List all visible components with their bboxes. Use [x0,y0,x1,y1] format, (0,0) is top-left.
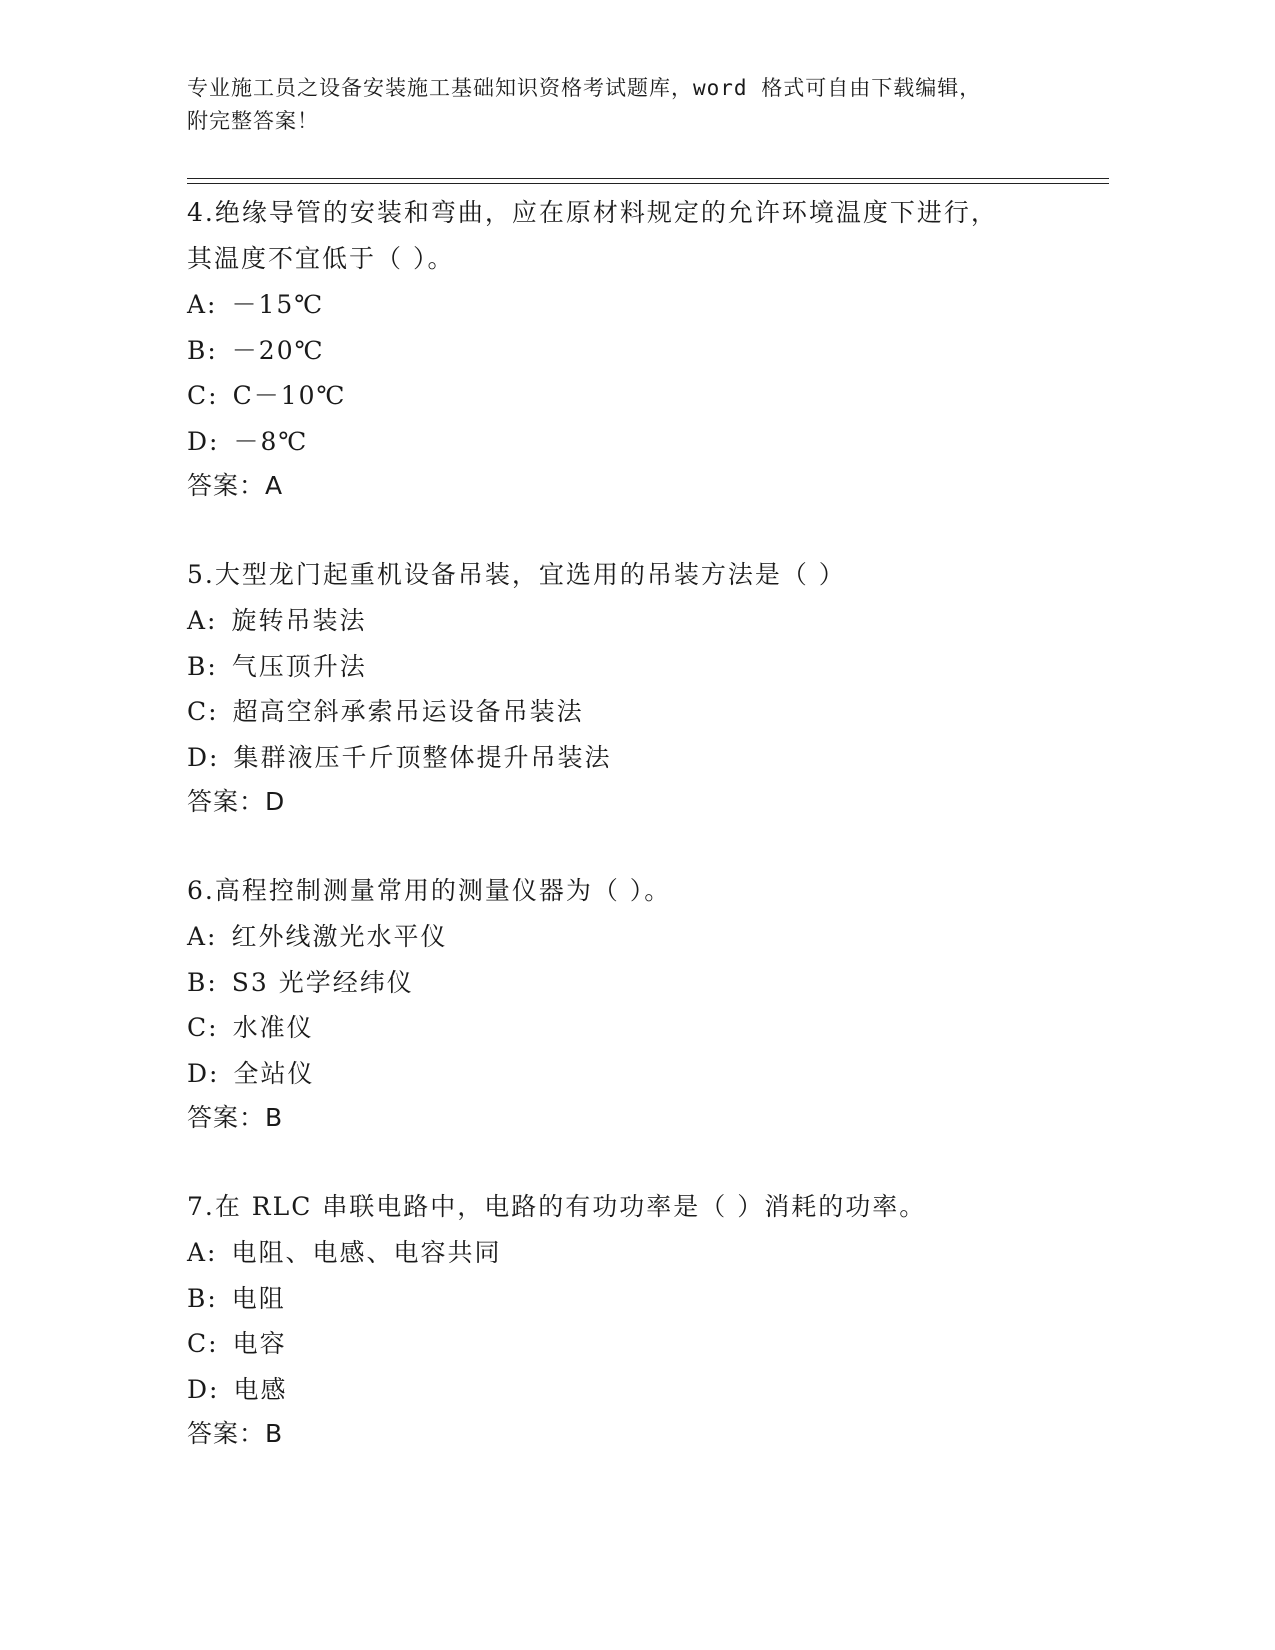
header-line-1: 专业施工员之设备安装施工基础知识资格考试题库，word 格式可自由下载编辑， [187,76,982,100]
option-c [187,1005,1107,1051]
option-letter: C: [187,381,219,410]
option-letter: A: [187,606,218,635]
option-b [187,644,1107,690]
option-text: 集群液压千斤顶整体提升吊装法 [233,742,612,772]
question-6 [187,868,1107,1140]
option-text: －20℃ [231,335,325,365]
option-letter: A: [187,922,218,951]
option-d [187,1367,1107,1413]
option-letter: D: [187,426,220,456]
option-c [187,1321,1107,1367]
option-letter: B: [187,967,218,997]
question-text: 5.大型龙门起重机设备吊装，宜选用的吊装方法是（ ） [187,560,846,589]
option-a [187,282,1107,328]
question-list [187,190,1107,1500]
option-b [187,328,1107,374]
option-letter: C: [187,1013,219,1042]
option-text: 红外线激光水平仪 [231,922,448,951]
option-d [187,419,1107,465]
question-text: 其温度不宜低于（ ）。 [187,244,455,273]
option-a [187,914,1107,960]
option-letter: D: [187,742,220,772]
option-letter: C: [187,1329,219,1358]
answer-line: 答案：D [187,787,286,816]
option-text: 旋转吊装法 [231,606,367,635]
option-b [187,1276,1107,1322]
option-letter: B: [187,651,218,681]
question-4 [187,190,1107,508]
option-text: 电阻、电感、电容共同 [231,1238,502,1267]
option-text: C－10℃ [232,381,347,410]
answer-line: 答案：B [187,1103,284,1132]
option-text: 电容 [232,1329,287,1358]
option-letter: B: [187,335,218,365]
answer-line: 答案：A [187,471,284,500]
option-letter: C: [187,697,219,726]
option-text: S3 光学经纬仪 [231,967,414,997]
question-text: 6.高程控制测量常用的测量仪器为（ ）。 [187,876,672,905]
option-text: 电阻 [231,1283,286,1313]
document-header [187,72,1087,138]
option-text: 全站仪 [233,1058,315,1088]
option-letter: D: [187,1058,220,1088]
option-text: 水准仪 [232,1013,314,1042]
option-a [187,1230,1107,1276]
option-b [187,960,1107,1006]
option-letter: A: [187,290,218,319]
header-line-2: 附完整答案！ [187,109,319,133]
question-5 [187,552,1107,824]
option-text: 气压顶升法 [231,651,367,681]
option-letter: A: [187,1238,218,1267]
option-text: －8℃ [233,426,309,456]
option-letter: B: [187,1283,218,1313]
option-d [187,1051,1107,1097]
option-text: 超高空斜承索吊运设备吊装法 [232,697,584,726]
double-rule-divider [187,178,1109,184]
option-a [187,598,1107,644]
option-text: 电感 [233,1374,288,1404]
question-7 [187,1184,1107,1456]
option-text: －15℃ [231,290,325,319]
option-c [187,373,1107,419]
question-text: 7.在 RLC 串联电路中，电路的有功功率是（ ）消耗的功率。 [187,1192,927,1221]
option-letter: D: [187,1374,220,1404]
answer-line: 答案：B [187,1419,284,1448]
question-text: 4.绝缘导管的安装和弯曲，应在原材料规定的允许环境温度下进行， [187,198,998,227]
option-c [187,689,1107,735]
option-d [187,735,1107,781]
